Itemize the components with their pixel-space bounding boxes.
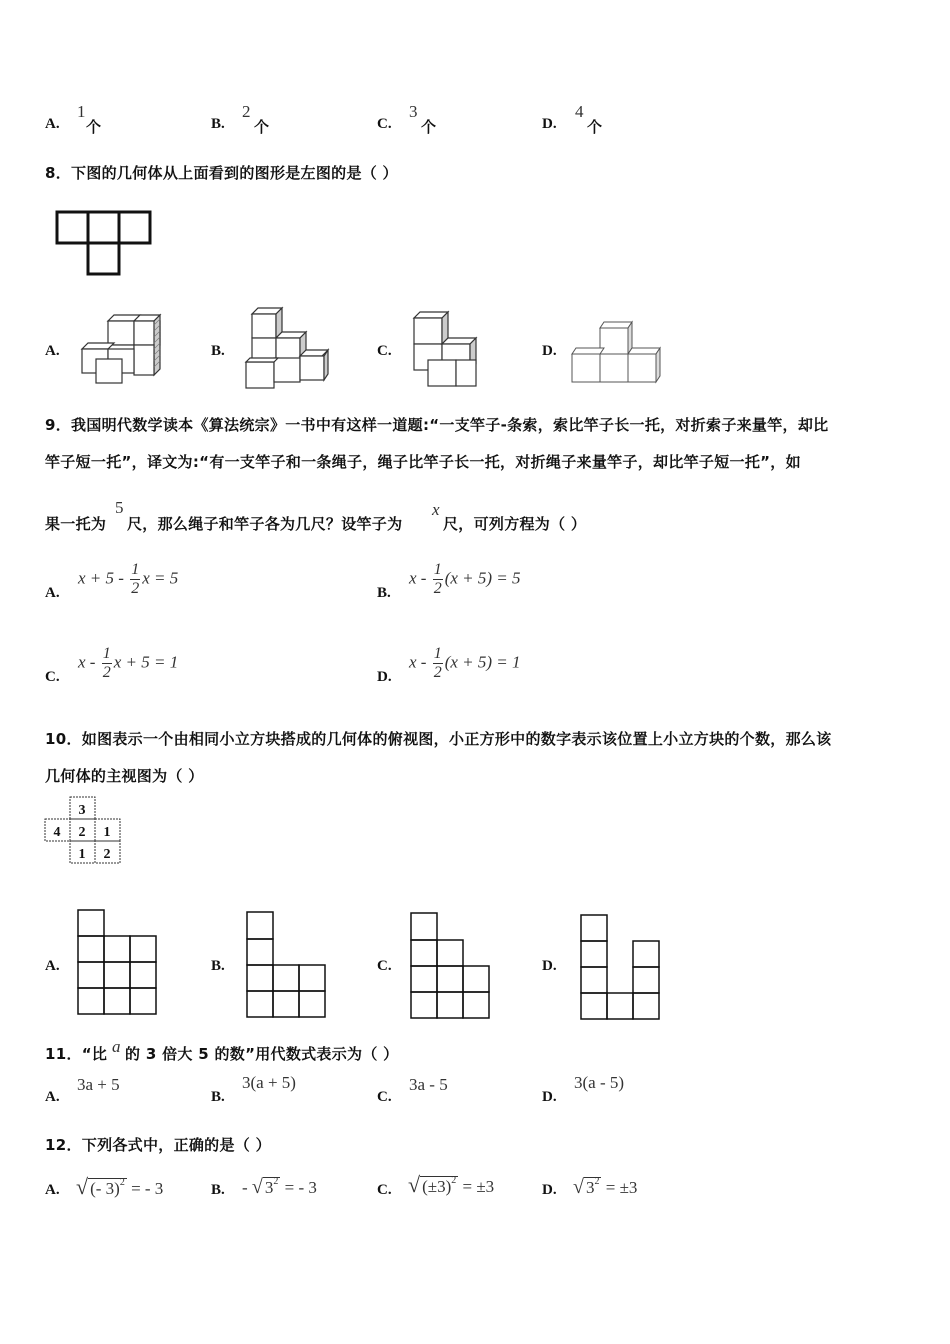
expr-part: (x + 5) = 5: [444, 568, 521, 588]
radicand: (±3): [422, 1177, 452, 1196]
q11-option-d-expr: 3(a - 5): [574, 1073, 625, 1092]
q9-option-a-label: A.: [45, 585, 60, 601]
q12-option-a-label: A.: [45, 1182, 60, 1198]
q10-stem-line1: 10．如图表示一个由相同小立方块搭成的几何体的俯视图，小正方形中的数字表示该位置上小立方块的个数，那么该: [45, 730, 832, 748]
exponent: 2: [273, 1176, 279, 1187]
q10-option-a-figure: [77, 908, 159, 1018]
q12-option-b-label: B.: [211, 1182, 225, 1198]
q10-stem-line2: 几何体的主视图为（ ）: [45, 767, 204, 785]
q11-stem-a: 11．“比: [45, 1045, 108, 1063]
expr-part: (x + 5) = 1: [444, 652, 521, 672]
q12-option-b-expr: - √ $3^2$ = - 3: [242, 1176, 317, 1198]
q9-option-b-expr: [409, 561, 521, 598]
grid-cell-left: 4: [53, 825, 61, 840]
expr-part: x -: [409, 652, 431, 672]
q12-stem: 12．下列各式中，正确的是（ ）: [45, 1136, 271, 1154]
q12-option-d-label: D.: [542, 1182, 557, 1198]
q7-option-d: D.: [542, 116, 557, 132]
frac-den: 2: [433, 664, 442, 681]
q10-option-a-label: A.: [45, 958, 60, 974]
radicand: 3: [264, 1178, 274, 1197]
q9-option-c-label: C.: [45, 669, 60, 685]
q11-stem-b: 的 3 倍大 5 的数”用代数式表示为（ ）: [125, 1045, 399, 1063]
grid-cell-top: 3: [78, 803, 86, 818]
q7-option-a: [45, 116, 60, 133]
frac-num: 1: [433, 561, 442, 578]
q9-option-d-expr: [409, 645, 521, 682]
prefix: -: [242, 1178, 252, 1197]
frac-den: 2: [131, 580, 140, 597]
q7-option-b-num: 2: [242, 102, 251, 121]
q9-stem-line3-a: 果一托为: [45, 515, 107, 533]
q9-stem-line3-c: 尺，可列方程为（ ）: [443, 515, 587, 533]
grid-cell-right: 1: [103, 825, 111, 840]
q8-option-d-label: D.: [542, 343, 557, 359]
q10-option-d-label: D.: [542, 958, 557, 974]
q12-option-a-expr: √ (- 3)$^2$ = - 3: [76, 1174, 164, 1199]
q11-option-b-label: B.: [211, 1089, 225, 1105]
q8-option-c-figure: [410, 308, 485, 390]
expr-part: x -: [409, 568, 431, 588]
exponent: 2: [594, 1176, 600, 1187]
q9-option-c-expr: [78, 645, 178, 682]
q8-option-b-label: B.: [211, 343, 225, 359]
q9-stem-num: 5: [115, 498, 124, 517]
q10-option-c-figure: [410, 911, 494, 1021]
q7-option-a-num: 1: [77, 102, 86, 121]
q11-option-a-expr: 3a + 5: [77, 1075, 120, 1094]
q9-option-b-label: B.: [377, 585, 391, 601]
q8-option-a-label: A.: [45, 343, 60, 359]
expr-part: x + 5 -: [78, 568, 129, 588]
q12-option-c-label: C.: [377, 1182, 392, 1198]
q7-option-c: C.: [377, 116, 392, 132]
exponent: 2: [119, 1177, 125, 1188]
rhs: = ±3: [601, 1178, 638, 1197]
q8-option-d-figure: [572, 320, 667, 385]
expr-part: x = 5: [142, 568, 179, 588]
exponent: 2: [451, 1175, 457, 1186]
frac-num: 1: [131, 561, 140, 578]
q12-option-d-expr: √ $3^2 = \pm 3$: [573, 1176, 638, 1198]
option-letter: A.: [45, 116, 60, 132]
q9-option-d-label: D.: [377, 669, 392, 685]
q9-stem-line1: 9．我国明代数学读本《算法统宗》一书中有这样一道题:“一支竿子-条索，索比竿子长一托，对折索子来量竿，却比: [45, 416, 829, 434]
q11-stem-var: a: [112, 1037, 121, 1056]
q9-stem-line3-b: 尺，那么绳子和竿子各为几尺？设竿子为: [127, 515, 403, 533]
grid-cell-center: 2: [78, 825, 86, 840]
q10-option-b-figure: [246, 910, 328, 1020]
q12-option-c-expr: √ $(\pm 3)^2 = \pm 3$: [408, 1172, 495, 1197]
q7-option-b-unit: 个: [254, 118, 270, 136]
frac-num: 1: [102, 645, 111, 662]
frac-num: 1: [433, 645, 442, 662]
rhs: = - 3: [126, 1179, 164, 1198]
q9-stem-var: x: [432, 500, 440, 519]
grid-cell-bottom-center: 1: [78, 847, 86, 862]
q7-option-c-unit: 个: [421, 118, 437, 136]
q7-option-d-unit: 个: [587, 118, 603, 136]
q8-stem: 8．下图的几何体从上面看到的图形是左图的是（ ）: [45, 164, 398, 182]
frac-den: 2: [433, 580, 442, 597]
q9-stem-line2: 竿子短一托”，译文为:“有一支竿子和一条绳子，绳子比竿子长一托，对折绳子来量竿子，却比竿子短一托”，如: [45, 453, 801, 471]
radicand: (- 3): [90, 1179, 120, 1198]
q9-option-a-expr: [78, 561, 178, 598]
q11-option-d-label: D.: [542, 1089, 557, 1105]
q11-option-a-label: A.: [45, 1089, 60, 1105]
q7-option-c-num: 3: [409, 102, 418, 121]
q8-option-b-figure: [242, 306, 332, 391]
radicand: 3: [585, 1178, 595, 1197]
rhs: = ±3: [458, 1177, 495, 1196]
rhs: = - 3: [280, 1178, 317, 1197]
q8-option-c-label: C.: [377, 343, 392, 359]
q10-option-d-figure: [580, 913, 664, 1023]
q11-option-b-expr: 3(a + 5): [242, 1073, 296, 1092]
grid-cell-bottom-right: 2: [103, 847, 111, 862]
q11-option-c-expr: 3a - 5: [409, 1075, 448, 1094]
expr-part: x -: [78, 652, 100, 672]
q10-option-b-label: B.: [211, 958, 225, 974]
q10-top-view-grid: [45, 795, 125, 867]
q10-option-c-label: C.: [377, 958, 392, 974]
q7-option-d-num: 4: [575, 102, 584, 121]
q7-option-b: B.: [211, 116, 225, 132]
q7-option-a-unit: 个: [86, 118, 102, 136]
expr-part: x + 5 = 1: [113, 652, 179, 672]
q8-option-a-figure: [80, 315, 165, 387]
frac-den: 2: [102, 664, 111, 681]
q11-option-c-label: C.: [377, 1089, 392, 1105]
q8-top-view-figure: [55, 210, 155, 280]
